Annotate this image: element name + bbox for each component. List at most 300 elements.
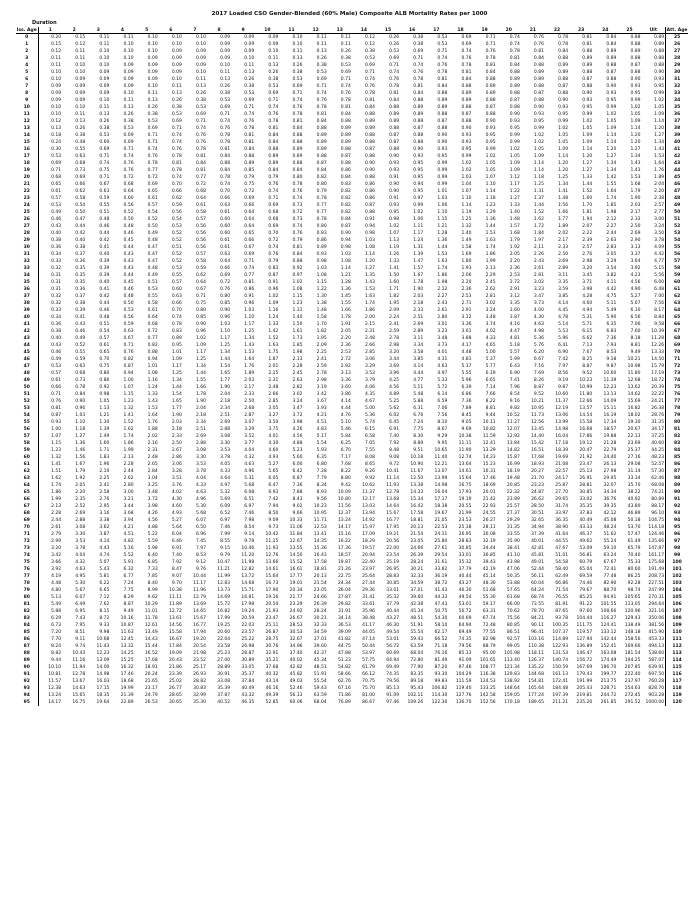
rate-cell: 0.53 <box>340 63 351 68</box>
attained-age-cell: 93 <box>666 510 688 517</box>
rate-cell: 36.53 <box>337 623 351 628</box>
rate-cell: 93.30 <box>434 672 448 677</box>
rate-cell: 2.22 <box>582 231 593 236</box>
attained-age-cell: 51 <box>666 216 688 223</box>
rate-cell: 0.71 <box>316 84 327 89</box>
rate-cell: 1.10 <box>75 420 86 425</box>
rate-cell: 1.14 <box>582 147 593 152</box>
rate-cell: 6.43 <box>509 364 520 369</box>
rate-cell: 0.77 <box>316 210 327 215</box>
rate-cell: 0.67 <box>244 245 255 250</box>
rate-cell: 1.02 <box>461 161 472 166</box>
rate-cell: 2.28 <box>51 511 62 516</box>
rate-cell: 3.50 <box>268 420 279 425</box>
rate-cell: 1.14 <box>364 252 375 257</box>
rate-cell: 0.76 <box>461 56 472 61</box>
rate-cell: 0.78 <box>558 42 569 47</box>
rate-cell: 0.69 <box>123 140 134 145</box>
rate-cell: 9.62 <box>147 595 158 600</box>
rate-cell: 0.81 <box>171 161 182 166</box>
rate-cell: 0.88 <box>147 350 158 355</box>
rate-cell: 56.13 <box>289 693 303 698</box>
rate-cell: 3.50 <box>654 231 665 236</box>
table-row <box>16 314 688 321</box>
attained-age-cell: 85 <box>666 454 688 461</box>
attained-age-cell: 72 <box>666 363 688 370</box>
rate-cell: 29.08 <box>627 462 641 467</box>
rate-cell: 0.89 <box>654 42 665 47</box>
rate-cell: 0.94 <box>340 238 351 243</box>
table-row <box>16 580 688 587</box>
rate-cell: 0.99 <box>437 175 448 180</box>
rate-cell: 1.60 <box>99 441 110 446</box>
issue-age-cell: 26 <box>16 216 38 223</box>
rate-cell: 0.93 <box>316 252 327 257</box>
rate-cell: 2.04 <box>654 182 665 187</box>
rate-cell: 0.11 <box>340 35 351 40</box>
rate-cell: 0.91 <box>364 217 375 222</box>
rate-cell: 37.01 <box>313 637 327 642</box>
rate-cell: 4.64 <box>220 476 231 481</box>
rate-cell: 0.56 <box>195 231 206 236</box>
rate-cell: 0.84 <box>268 168 279 173</box>
rate-cell: 1.74 <box>364 301 375 306</box>
rate-cell: 0.87 <box>461 112 472 117</box>
rate-cell: 0.90 <box>340 231 351 236</box>
rate-cell: 0.53 <box>51 154 62 159</box>
rate-cell: 1.72 <box>533 224 544 229</box>
rate-cell: 6.56 <box>630 315 641 320</box>
attained-age-cell: 54 <box>666 237 688 244</box>
rate-cell: 0.62 <box>195 273 206 278</box>
rate-cell: 0.78 <box>316 196 327 201</box>
rate-cell: 1.98 <box>437 280 448 285</box>
rate-cell: 2.09 <box>316 343 327 348</box>
rate-cell: 3.53 <box>220 448 231 453</box>
rate-cell: 0.90 <box>558 98 569 103</box>
rate-cell: 0.09 <box>99 77 110 82</box>
rate-cell: 26.95 <box>458 532 472 537</box>
rate-cell: 0.84 <box>195 161 206 166</box>
rate-cell: 0.50 <box>75 210 86 215</box>
rate-cell: 27.37 <box>506 511 520 516</box>
rate-cell: 5.27 <box>268 462 279 467</box>
rate-cell: 321.16 <box>648 609 665 614</box>
rate-cell: 66.00 <box>506 602 520 607</box>
rate-cell: 26.53 <box>144 700 158 705</box>
rate-cell: 0.39 <box>75 308 86 313</box>
rate-cell: 0.11 <box>75 112 86 117</box>
rate-cell: 20.27 <box>531 469 544 474</box>
attained-age-cell: 75 <box>666 384 688 391</box>
rate-cell: 0.91 <box>389 175 400 180</box>
rate-cell: 0.81 <box>389 91 400 96</box>
rate-cell: 0.38 <box>195 98 206 103</box>
rate-cell: 6.83 <box>606 329 617 334</box>
rate-cell: 10.81 <box>48 672 62 677</box>
rate-cell: 0.95 <box>485 140 496 145</box>
rate-cell: 291.52 <box>624 700 641 705</box>
rate-cell: 0.76 <box>340 91 351 96</box>
rate-cell: 63.59 <box>313 693 327 698</box>
rate-cell: 122.93 <box>552 644 569 649</box>
rate-cell: 191.99 <box>576 679 593 684</box>
rate-cell: 0.89 <box>606 49 617 54</box>
rate-cell: 0.88 <box>558 91 569 96</box>
attained-age-cell: 105 <box>666 594 688 601</box>
rate-cell: 0.38 <box>171 105 182 110</box>
rate-cell: 0.68 <box>51 175 62 180</box>
rate-cell: 0.44 <box>99 301 110 306</box>
duration-header: 5 <box>135 27 159 34</box>
rate-cell: 0.47 <box>147 252 158 257</box>
rate-cell: 147.87 <box>648 546 665 551</box>
rate-cell: 0.81 <box>485 63 496 68</box>
table-row <box>16 349 688 356</box>
rate-cell: 30.89 <box>241 658 255 663</box>
rate-cell: 11.96 <box>193 588 206 593</box>
rate-cell: 0.69 <box>75 175 86 180</box>
rate-cell: 1.34 <box>195 364 206 369</box>
rate-cell: 76.55 <box>555 595 569 600</box>
rate-cell: 1.99 <box>485 259 496 264</box>
rate-cell: 22.57 <box>555 469 569 474</box>
rate-cell: 19.09 <box>168 651 182 656</box>
rate-cell: 0.87 <box>606 70 617 75</box>
rate-cell: 2.03 <box>244 378 255 383</box>
rate-cell: 3.13 <box>340 371 351 376</box>
rate-cell: 4.09 <box>654 245 665 250</box>
rate-cell: 16.43 <box>313 553 327 558</box>
attained-age-cell: 52 <box>666 223 688 230</box>
rate-cell: 3.08 <box>75 525 86 530</box>
rate-cell: 1.09 <box>558 147 569 152</box>
rate-cell: 0.69 <box>51 161 62 166</box>
rate-cell: 13.69 <box>193 602 206 607</box>
rate-cell: 1.36 <box>437 238 448 243</box>
rate-cell: 2.72 <box>509 280 520 285</box>
rate-cell: 0.88 <box>364 210 375 215</box>
rate-cell: 1.66 <box>195 385 206 390</box>
rate-cell: 0.09 <box>244 42 255 47</box>
rate-cell: 2.66 <box>364 343 375 348</box>
rate-cell: 2.89 <box>558 266 569 271</box>
rate-cell: 9.16 <box>509 399 520 404</box>
rate-cell: 22.13 <box>627 434 641 439</box>
rate-cell: 4.35 <box>364 392 375 397</box>
rate-cell: 74.46 <box>579 581 593 586</box>
rate-cell: 0.69 <box>340 70 351 75</box>
rate-cell: 1.62 <box>533 217 544 222</box>
rate-cell: 18.29 <box>362 539 375 544</box>
rate-cell: 113.40 <box>504 658 520 663</box>
rate-cell: 0.10 <box>99 63 110 68</box>
rate-cell: 1.07 <box>51 434 62 439</box>
rate-cell: 0.44 <box>75 224 86 229</box>
rate-cell: 0.76 <box>51 399 62 404</box>
rate-cell: 0.63 <box>75 364 86 369</box>
rate-cell: 3.45 <box>582 273 593 278</box>
rate-cell: 42.38 <box>410 602 424 607</box>
issue-age-cell: 30 <box>16 244 38 251</box>
rate-cell: 0.76 <box>147 154 158 159</box>
rate-cell: 0.39 <box>99 259 110 264</box>
rate-cell: 161.13 <box>552 672 569 677</box>
rate-cell: 1.33 <box>389 259 400 264</box>
rate-cell: 4.14 <box>413 364 424 369</box>
rate-cell: 0.49 <box>51 357 62 362</box>
rate-cell: 0.78 <box>413 77 424 82</box>
issue-age-cell: 81 <box>16 601 38 608</box>
rate-cell: 0.53 <box>364 56 375 61</box>
rate-cell: 0.35 <box>75 266 86 271</box>
rate-cell: 0.10 <box>195 42 206 47</box>
table-row <box>16 510 688 517</box>
rate-cell: 0.88 <box>606 77 617 82</box>
rate-cell: 3.78 <box>195 469 206 474</box>
rate-cell: 2.80 <box>123 483 134 488</box>
rate-cell: 0.95 <box>413 175 424 180</box>
rate-cell: 45.08 <box>603 518 617 523</box>
rate-cell: 1.88 <box>147 427 158 432</box>
rate-cell: 2.59 <box>316 364 327 369</box>
rate-cell: 0.89 <box>364 119 375 124</box>
rate-cell: 9.76 <box>195 567 206 572</box>
table-row <box>16 517 688 524</box>
rate-cell: 2.81 <box>533 273 544 278</box>
rate-cell: 1.09 <box>171 357 182 362</box>
rate-cell: 15.72 <box>217 602 231 607</box>
rate-cell: 19.20 <box>193 637 206 642</box>
rate-cell: 1.03 <box>461 175 472 180</box>
rate-cell: 0.52 <box>75 343 86 348</box>
rate-cell: 11.14 <box>386 476 400 481</box>
rate-cell: 0.96 <box>244 301 255 306</box>
rate-cell: 13.13 <box>603 392 617 397</box>
rate-cell: 4.47 <box>509 329 520 334</box>
rate-cell: 7.00 <box>654 294 665 299</box>
rate-cell: 2.01 <box>268 364 279 369</box>
rate-cell: 11.15 <box>265 539 279 544</box>
rate-cell: 2.18 <box>195 413 206 418</box>
rate-cell: 0.80 <box>99 371 110 376</box>
rate-cell: 0.58 <box>195 259 206 264</box>
rate-cell: 0.84 <box>268 140 279 145</box>
rate-cell: 0.11 <box>123 35 134 40</box>
rate-cell: 8.29 <box>123 595 134 600</box>
rate-cell: 2.33 <box>171 434 182 439</box>
table-row <box>16 524 688 531</box>
rate-cell: 30.08 <box>482 532 496 537</box>
rate-cell: 1.75 <box>268 350 279 355</box>
rate-cell: 19.19 <box>458 497 472 502</box>
rate-cell: 12.41 <box>482 441 496 446</box>
duration-header: 14 <box>352 27 376 34</box>
rate-cell: 3.30 <box>195 455 206 460</box>
rate-cell: 0.26 <box>75 126 86 131</box>
rate-cell: 0.53 <box>171 266 182 271</box>
rate-cell: 5.98 <box>147 546 158 551</box>
rate-cell: 4.96 <box>195 497 206 502</box>
rate-cell: 0.74 <box>413 63 424 68</box>
rate-cell: 0.53 <box>171 112 182 117</box>
attained-age-cell: 108 <box>666 615 688 622</box>
rate-cell: 14.50 <box>289 553 303 558</box>
rate-cell: 3.59 <box>558 287 569 292</box>
rate-cell: 1.14 <box>461 203 472 208</box>
rate-cell: 24.34 <box>337 581 351 586</box>
rate-cell: 0.59 <box>123 322 134 327</box>
rate-cell: 0.10 <box>123 49 134 54</box>
table-row <box>16 237 688 244</box>
rate-cell: 0.82 <box>340 210 351 215</box>
table-row <box>16 678 688 685</box>
rate-cell: 21.98 <box>193 651 206 656</box>
rate-cell: 0.10 <box>171 42 182 47</box>
rate-cell: 0.55 <box>99 203 110 208</box>
rate-cell: 22.03 <box>241 623 255 628</box>
rate-cell: 3.48 <box>437 336 448 341</box>
rate-cell: 23.39 <box>168 672 182 677</box>
rate-cell: 1.34 <box>630 154 641 159</box>
rate-cell: 1.63 <box>268 343 279 348</box>
rate-cell: 1.42 <box>606 175 617 180</box>
rate-cell: 17.84 <box>168 644 182 649</box>
rate-cell: 104.75 <box>648 518 665 523</box>
rate-cell: 1.02 <box>630 105 641 110</box>
duration-header: 10 <box>255 27 279 34</box>
rate-cell: 5.00 <box>485 350 496 355</box>
rate-cell: 0.90 <box>485 119 496 124</box>
rate-cell: 2.58 <box>99 490 110 495</box>
rate-cell: 3.78 <box>220 455 231 460</box>
rate-cell: 0.56 <box>195 238 206 243</box>
rate-cell: 17.94 <box>193 630 206 635</box>
rate-cell: 1.73 <box>292 336 303 341</box>
rate-cell: 5.62 <box>389 406 400 411</box>
rate-cell: 0.53 <box>99 133 110 138</box>
duration-label: Duration <box>32 20 57 26</box>
rate-cell: 0.70 <box>171 308 182 313</box>
rate-cell: 1.97 <box>533 238 544 243</box>
rate-cell: 3.47 <box>292 406 303 411</box>
rate-cell: 697.50 <box>648 672 665 677</box>
rate-cell: 167.69 <box>576 665 593 670</box>
rate-cell: 4.77 <box>413 378 424 383</box>
rate-cell: 25.37 <box>627 448 641 453</box>
rate-cell: 2.05 <box>509 252 520 257</box>
rate-cell: 4.67 <box>364 399 375 404</box>
rate-cell: 7.16 <box>533 364 544 369</box>
table-row <box>16 405 688 412</box>
rate-cell: 10.99 <box>579 385 593 390</box>
rate-cell: 7.24 <box>413 420 424 425</box>
rate-cell: 0.81 <box>51 406 62 411</box>
rate-cell: 0.71 <box>244 259 255 264</box>
rate-cell: 5.14 <box>558 322 569 327</box>
rate-cell: 5.68 <box>195 511 206 516</box>
issue-age-cell: 4 <box>16 62 38 69</box>
rate-cell: 88.70 <box>603 588 617 593</box>
rate-cell: 1.44 <box>220 357 231 362</box>
table-row <box>16 139 688 146</box>
rate-cell: 0.60 <box>220 224 231 229</box>
table-row <box>16 321 688 328</box>
rate-cell: 8.80 <box>340 476 351 481</box>
rate-cell: 0.10 <box>99 56 110 61</box>
rate-cell: 7.36 <box>461 399 472 404</box>
rate-cell: 0.84 <box>461 77 472 82</box>
rate-cell: 16.82 <box>627 406 641 411</box>
rate-cell: 88.17 <box>651 504 665 509</box>
rate-cell: 4.30 <box>171 497 182 502</box>
rate-cell: 33.61 <box>362 602 375 607</box>
rate-cell: 184.48 <box>552 686 569 691</box>
issue-age-cell: 31 <box>16 251 38 258</box>
rate-cell: 41.82 <box>337 637 351 642</box>
rate-cell: 16.82 <box>217 609 231 614</box>
rate-cell: 6.39 <box>461 385 472 390</box>
rate-cell: 1.20 <box>630 140 641 145</box>
rate-cell: 0.68 <box>147 322 158 327</box>
rate-cell: 538.60 <box>648 651 665 656</box>
rate-cell: 20.67 <box>627 427 641 432</box>
table-row <box>16 69 688 76</box>
rate-cell: 0.69 <box>268 91 279 96</box>
issue-age-cell: 21 <box>16 181 38 188</box>
rate-cell: 4.26 <box>292 427 303 432</box>
rate-cell: 0.88 <box>316 154 327 159</box>
rate-cell: 0.10 <box>75 63 86 68</box>
rate-cell: 40.52 <box>217 700 231 705</box>
rate-cell: 2.80 <box>437 315 448 320</box>
rate-cell: 170.18 <box>504 700 520 705</box>
rate-cell: 0.76 <box>437 63 448 68</box>
rate-cell: 1.86 <box>485 252 496 257</box>
rate-cell: 140.74 <box>552 658 569 663</box>
rate-cell: 108.66 <box>600 609 617 614</box>
rate-cell: 0.81 <box>509 56 520 61</box>
rate-cell: 1.40 <box>509 210 520 215</box>
rate-cell: 1.76 <box>147 420 158 425</box>
rate-cell: 1.99 <box>51 497 62 502</box>
issue-age-cell: 50 <box>16 384 38 391</box>
rate-cell: 2.44 <box>606 231 617 236</box>
issue-age-cell: 44 <box>16 342 38 349</box>
rate-cell: 0.84 <box>340 112 351 117</box>
rate-cell: 2.88 <box>220 427 231 432</box>
rate-cell: 31.74 <box>555 504 569 509</box>
rate-cell: 26.27 <box>482 518 496 523</box>
rate-cell: 0.99 <box>437 161 448 166</box>
rate-cell: 0.09 <box>75 84 86 89</box>
attained-age-cell: 61 <box>666 286 688 293</box>
rate-cell: 39.09 <box>337 630 351 635</box>
rate-cell: 14.61 <box>265 567 279 572</box>
rate-cell: 3.51 <box>171 476 182 481</box>
rate-cell: 0.26 <box>171 98 182 103</box>
rate-cell: 5.43 <box>99 567 110 572</box>
attained-age-cell: 77 <box>666 398 688 405</box>
rate-cell: 98.74 <box>627 588 641 593</box>
table-row <box>16 174 688 181</box>
rate-cell: 11.84 <box>289 532 303 537</box>
rate-cell: 19.16 <box>265 595 279 600</box>
rate-cell: 4.56 <box>389 385 400 390</box>
rate-cell: 15.87 <box>506 455 520 460</box>
rate-cell: 0.56 <box>195 224 206 229</box>
rate-cell: 2.50 <box>558 252 569 257</box>
